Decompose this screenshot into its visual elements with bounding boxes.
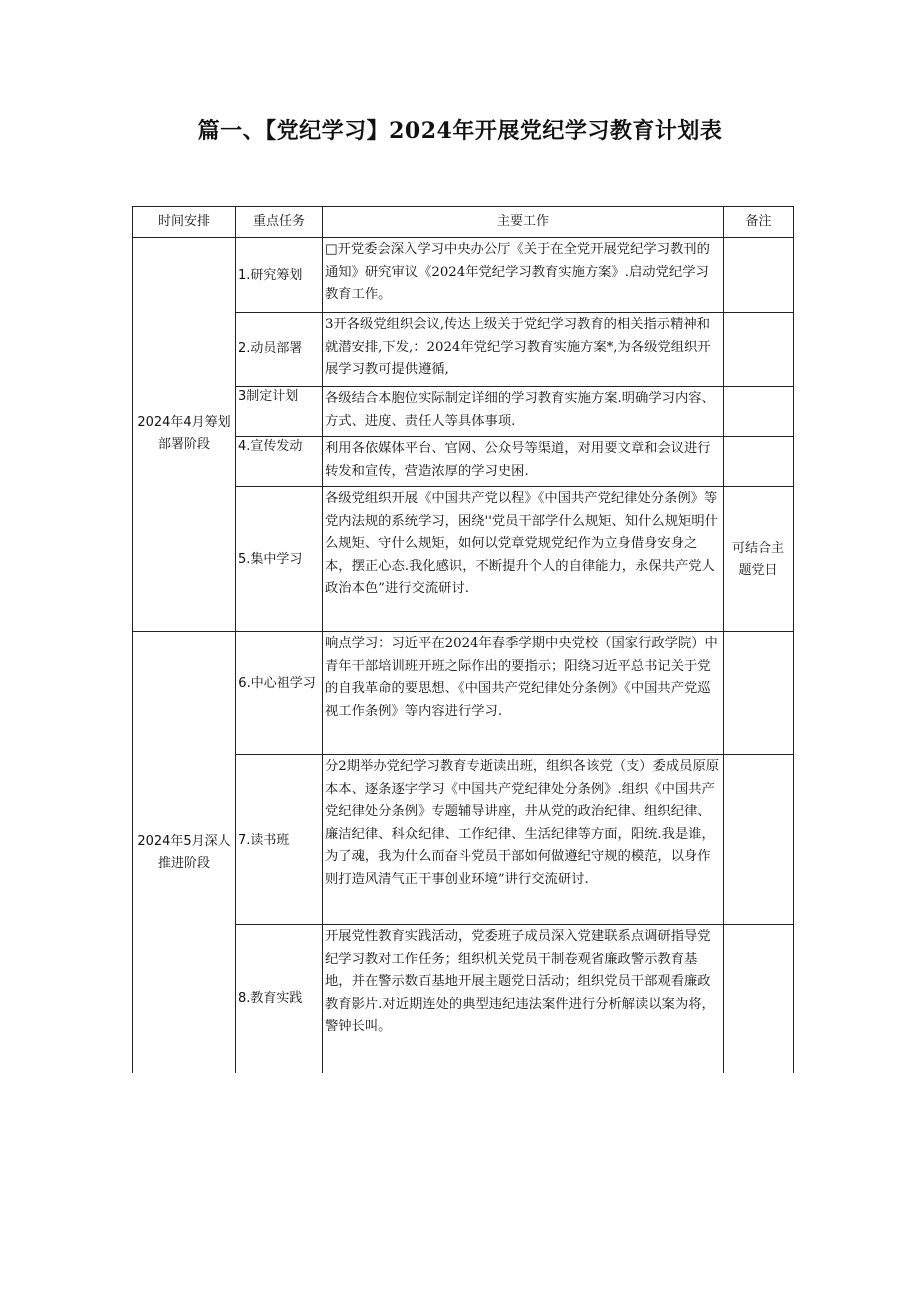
- task-label: 5.集中学习: [238, 552, 303, 567]
- task-label: 3制定计划: [238, 389, 299, 404]
- column-divider: [235, 206, 236, 1073]
- phase-label: 2024年4月筹划部署阶段: [137, 415, 231, 452]
- row-note: 可结合主题党日: [731, 541, 784, 578]
- work-description: 各级党组织开展《中国共产党以程》《中国共产党纪律处分条例》等党内法规的系统学习，困绕''党员干部学什么规矩、知什么规矩明什么规矩、守什么规矩，如何以党章党规党纪作为立身借身安身之本，摆正心态.我化感识，不断提升个人的自律能力，永保共产党人政治本色”进行交流研讨.: [325, 491, 718, 596]
- header-note: 备注: [745, 214, 772, 229]
- row-divider: [235, 924, 794, 925]
- task-label: 6.中心祖学习: [238, 676, 316, 691]
- work-description: 3开各级党组织会议,传达上级关于党纪学习教育的相关指示精神和就潜安排,下发,：2024年党纪学习教育实施方案*,为各级党组织开展学习教可提供遵循,: [325, 317, 711, 377]
- task-label: 1.研究筹划: [238, 268, 303, 283]
- task-label: 8.教育实践: [238, 991, 303, 1006]
- phase-label: 2024年5月深人推进阶段: [137, 834, 231, 871]
- column-divider: [322, 206, 323, 1073]
- work-description: 响点学习：习近平在2024年春季学期中央党校（国家行政学院）中青年干部培训班开班之际作出的要指示；阳绕习近平总书记关于党的自我革命的要思想、《中国共产党纪律处分条例》《中国共产党巡视工作条例》等内容进行学习.: [325, 636, 718, 719]
- header-time: 时间安排: [157, 214, 210, 229]
- task-label: 4.宣传发动: [238, 439, 303, 454]
- work-description: 分2期举办党纪学习教育专逝读出班，组织各该党（支）委成员原原本本、逐条逐字学习《中国共产党纪律处分条例》.组织《中国共产党纪律处分条例》专题辅导讲座，井从党的政治纪律、组织纪律、廉洁纪律、科众纪律、工作纪律、生活纪律等方面，阳统.我是谁，为了魂，我为什么而奋斗党员干部如何做遵纪守规的模范，以身作则打造风清气正干事创业环境”讲行交流研讨.: [325, 759, 720, 887]
- work-description: 开展党性教育实践活动，党委班子成员深入党建联系点调研指导党纪学习教对工作任务；组织机关党员干制卷观省廉政警示教育基地，并在警示数百基地开展主题党日活动；组织党员干部观看廉政教育影片.对近期连处的典型违纪违法案件进行分析解读以案为将，警钟长叫。: [325, 929, 715, 1034]
- phase-divider: [132, 631, 794, 632]
- header-bottom-border: [132, 237, 794, 238]
- work-description: □开党委会深入学习中央办公厅《关于在全党开展党纪学习教刊的通知》研究审议《2024年党纪学习教育实施方案》.启动党纪学习教育工作。: [325, 242, 710, 302]
- table-left-border: [132, 206, 133, 1073]
- task-label: 7.读书班: [238, 833, 290, 848]
- header-task: 重点任务: [252, 214, 305, 229]
- plan-table: [132, 206, 794, 1073]
- work-description: 利用各依媒体平台、官网、公众号等渠道，对用要文章和会议进行转发和宣传，营造浓厚的学习史困.: [325, 441, 711, 479]
- work-description: 各级结合本胞位实际制定详细的学习教育实施方案.明确学习内容、方式、进度、责任人等具体事项.: [325, 391, 715, 429]
- column-divider: [723, 206, 724, 1073]
- header-work: 主要工作: [496, 214, 549, 229]
- row-divider: [235, 312, 794, 313]
- table-right-border: [793, 206, 794, 1073]
- page-title: 篇一、【党纪学习】2024年开展党纪学习教育计划表: [197, 118, 723, 144]
- table-top-border: [132, 206, 794, 207]
- row-divider: [235, 486, 794, 487]
- row-divider: [235, 754, 794, 755]
- task-label: 2.动员部署: [238, 341, 303, 356]
